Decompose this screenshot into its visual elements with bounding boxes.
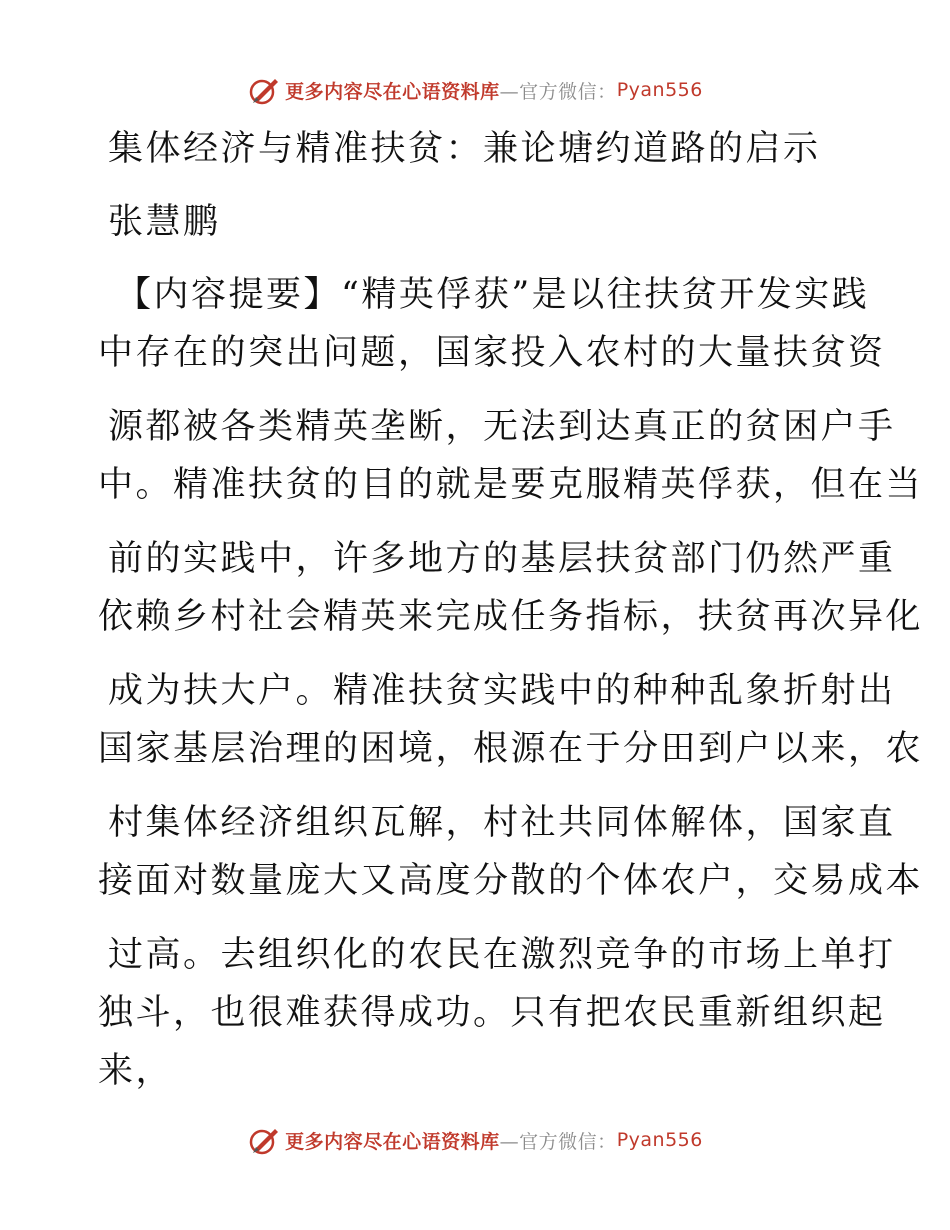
banner-wechat-id: Pyan556	[616, 1129, 703, 1151]
body-line: 中。精准扶贫的目的就是要克服精英俘获，但在当	[98, 465, 924, 505]
body-line: 国家基层治理的困境，根源在于分田到户以来，农	[98, 729, 924, 769]
body-line: 接面对数量庞大又高度分散的个体农户，交易成本	[98, 861, 924, 901]
footer-watermark-banner	[0, 1120, 950, 1160]
article-title: 集体经济与精准扶贫：兼论塘约道路的启示	[108, 129, 821, 169]
header-watermark-banner	[0, 70, 950, 110]
body-line: 【内容提要】“精英俘获”是以往扶贫开发实践	[116, 275, 870, 315]
article-author: 张慧鹏	[108, 202, 221, 242]
banner-wechat-id: Pyan556	[616, 79, 703, 101]
banner-prefix: 更多内容尽在心语资料库	[285, 80, 500, 103]
body-line: 前的实践中，许多地方的基层扶贫部门仍然严重	[108, 539, 896, 579]
body-line: 独斗，也很难获得成功。只有把农民重新组织起	[98, 993, 886, 1033]
pen-logo-icon	[247, 1123, 281, 1157]
body-line: 村集体经济组织瓦解，村社共同体解体，国家直	[108, 803, 896, 843]
body-line: 成为扶大户。精准扶贫实践中的种种乱象折射出	[108, 671, 896, 711]
body-line: 来，	[98, 1051, 174, 1091]
body-line: 中存在的突出问题，国家投入农村的大量扶贫资	[98, 333, 886, 373]
pen-logo-icon	[247, 73, 281, 107]
body-line: 过高。去组织化的农民在激烈竞争的市场上单打	[108, 935, 896, 975]
body-line: 依赖乡村社会精英来完成任务指标，扶贫再次异化	[98, 597, 924, 637]
banner-dash: —官方微信：	[499, 80, 617, 103]
banner-prefix: 更多内容尽在心语资料库	[285, 1130, 500, 1153]
body-line: 源都被各类精英垄断，无法到达真正的贫困户手	[108, 407, 896, 447]
banner-dash: —官方微信：	[499, 1130, 617, 1153]
